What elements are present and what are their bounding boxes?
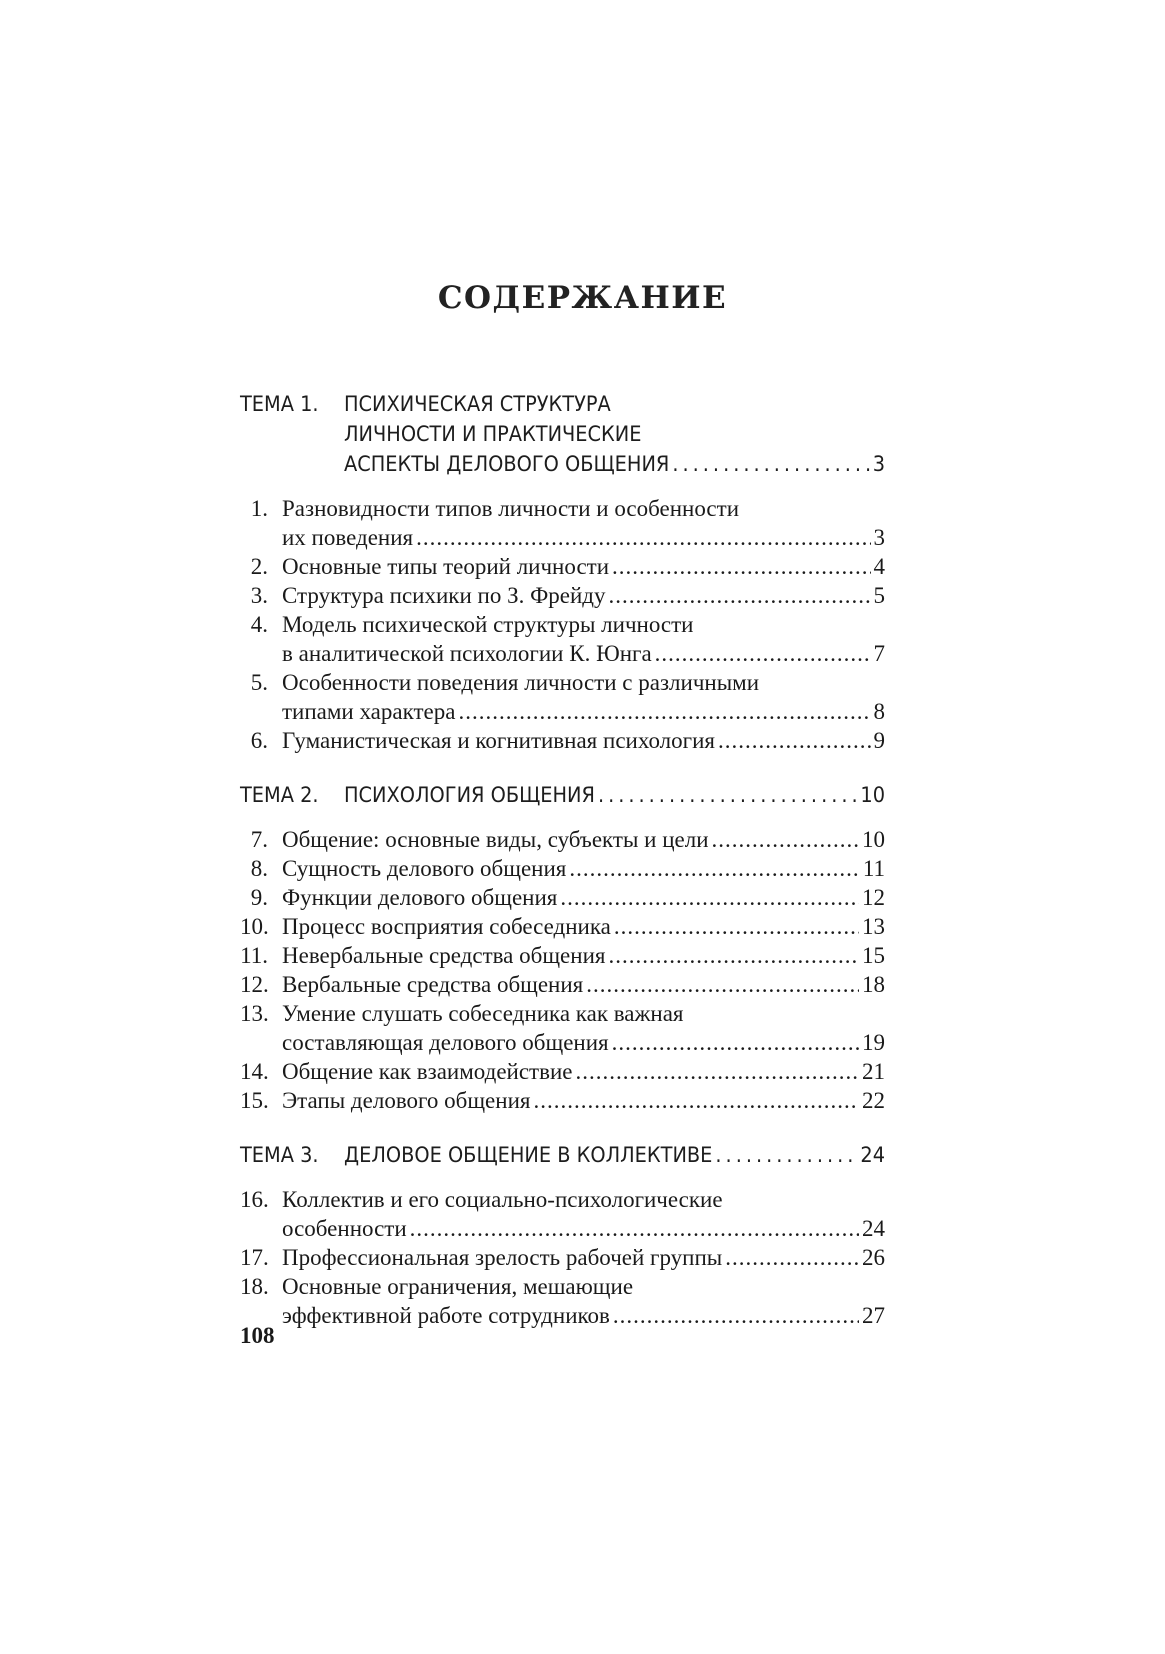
theme-entry-line[interactable] — [344, 781, 885, 811]
item-title-line: Общение: основные виды, субъекты и цели — [282, 827, 709, 852]
dot-leader — [613, 1301, 859, 1330]
item-title-line: особенности — [282, 1216, 407, 1241]
toc-item[interactable] — [240, 1057, 885, 1086]
toc-item[interactable] — [240, 1086, 885, 1115]
theme-entry-line[interactable] — [344, 1141, 885, 1171]
item-title-line: Профессиональная зрелость рабочей группы — [282, 1245, 723, 1270]
toc-item[interactable] — [240, 1272, 885, 1330]
item-page-number: 4 — [873, 554, 885, 579]
item-title-line: в аналитической психологии К. Юнга — [282, 641, 652, 666]
dot-leader — [598, 781, 857, 811]
dot-leader — [569, 854, 859, 883]
item-number: 17. — [240, 1245, 269, 1270]
item-title-line: Коллектив и его социально-психологические — [282, 1187, 723, 1212]
dot-leader — [608, 581, 870, 610]
item-title-line: Сущность делового общения — [282, 856, 567, 881]
item-number: 16. — [240, 1187, 269, 1212]
toc-theme — [240, 781, 885, 811]
theme-label: ТЕМА 2. — [240, 783, 319, 808]
item-title-line: Гуманистическая и когнитивная психология — [282, 728, 715, 753]
item-number: 15. — [240, 1088, 269, 1113]
toc-item[interactable] — [240, 825, 885, 854]
theme-title-line: ПСИХОЛОГИЯ ОБЩЕНИЯ — [344, 783, 595, 808]
dot-leader — [672, 450, 869, 480]
toc-item[interactable] — [240, 854, 885, 883]
dot-leader — [586, 970, 859, 999]
item-page-number: 18 — [862, 972, 885, 997]
toc-items — [240, 494, 885, 755]
toc-item[interactable] — [240, 1243, 885, 1272]
theme-page-number: 3 — [872, 452, 885, 477]
theme-page-number: 10 — [860, 783, 885, 808]
toc-theme — [240, 1141, 885, 1171]
toc-item[interactable] — [240, 552, 885, 581]
item-page-number: 21 — [862, 1059, 885, 1084]
dot-leader — [612, 552, 870, 581]
item-page-number: 3 — [873, 525, 885, 550]
toc-item[interactable] — [240, 912, 885, 941]
table-of-contents — [240, 390, 885, 1356]
dot-leader — [715, 1141, 857, 1171]
item-title-line: Процесс восприятия собеседника — [282, 914, 611, 939]
theme-label: ТЕМА 1. — [240, 392, 319, 417]
toc-item[interactable] — [240, 999, 885, 1057]
dot-leader — [612, 1028, 859, 1057]
toc-item[interactable] — [240, 941, 885, 970]
item-number: 7. — [250, 827, 268, 852]
item-title-line: Особенности поведения личности с различными — [282, 670, 760, 695]
item-page-number: 13 — [862, 914, 885, 939]
item-page-number: 27 — [862, 1303, 885, 1328]
item-number: 5. — [250, 670, 268, 695]
item-title-line: Невербальные средства общения — [282, 943, 606, 968]
item-title-line: Общение как взаимодействие — [282, 1059, 573, 1084]
item-page-number: 24 — [862, 1216, 885, 1241]
item-title-line: Разновидности типов личности и особенности — [282, 496, 740, 521]
dot-leader — [416, 523, 870, 552]
item-title-line: их поведения — [282, 525, 414, 550]
dot-leader — [458, 697, 870, 726]
theme-title-line: АСПЕКТЫ ДЕЛОВОГО ОБЩЕНИЯ — [344, 452, 670, 477]
toc-item[interactable] — [240, 970, 885, 999]
item-title-line: составляющая делового общения — [282, 1030, 609, 1055]
item-number: 10. — [240, 914, 269, 939]
dot-leader — [614, 912, 859, 941]
toc-item[interactable] — [240, 668, 885, 726]
item-number: 8. — [250, 856, 268, 881]
toc-theme — [240, 390, 885, 480]
item-number: 11. — [240, 943, 268, 968]
dot-leader — [725, 1243, 859, 1272]
item-page-number: 19 — [862, 1030, 885, 1055]
toc-item[interactable] — [240, 1185, 885, 1243]
theme-label: ТЕМА 3. — [240, 1143, 319, 1168]
dot-leader — [575, 1057, 859, 1086]
dot-leader — [560, 883, 859, 912]
item-number: 18. — [240, 1274, 269, 1299]
dot-leader — [718, 726, 871, 755]
item-page-number: 15 — [862, 943, 885, 968]
item-page-number: 9 — [873, 728, 885, 753]
item-page-number: 5 — [873, 583, 885, 608]
item-title-line: Основные типы теорий личности — [282, 554, 610, 579]
theme-title-line: ДЕЛОВОЕ ОБЩЕНИЕ В КОЛЛЕКТИВЕ — [344, 1143, 713, 1168]
item-page-number: 7 — [873, 641, 885, 666]
toc-item[interactable] — [240, 581, 885, 610]
item-number: 1. — [250, 496, 268, 521]
toc-items — [240, 1185, 885, 1330]
item-page-number: 11 — [862, 856, 885, 881]
theme-title-line: ПСИХИЧЕСКАЯ СТРУКТУРА — [344, 392, 611, 417]
item-number: 2. — [250, 554, 268, 579]
item-page-number: 10 — [862, 827, 885, 852]
theme-entry-line[interactable] — [344, 450, 885, 480]
item-title-line: Вербальные средства общения — [282, 972, 584, 997]
item-number: 12. — [240, 972, 269, 997]
item-title-line: эффективной работе сотрудников — [282, 1303, 610, 1328]
item-title-line: Этапы делового общения — [282, 1088, 531, 1113]
item-page-number: 8 — [873, 699, 885, 724]
item-number: 6. — [250, 728, 268, 753]
item-title-line: Структура психики по З. Фрейду — [282, 583, 606, 608]
toc-item[interactable] — [240, 610, 885, 668]
item-number: 3. — [250, 583, 268, 608]
toc-item[interactable] — [240, 494, 885, 552]
dot-leader — [410, 1214, 859, 1243]
theme-title-line: ЛИЧНОСТИ И ПРАКТИЧЕСКИЕ — [344, 422, 642, 447]
page-title: СОДЕРЖАНИЕ — [437, 280, 728, 316]
toc-items — [240, 825, 885, 1115]
item-number: 4. — [250, 612, 268, 637]
item-number: 14. — [240, 1059, 269, 1084]
item-page-number: 22 — [862, 1088, 885, 1113]
item-title-line: Основные ограничения, мешающие — [282, 1274, 634, 1299]
dot-leader — [533, 1086, 859, 1115]
item-title-line: типами характера — [282, 699, 456, 724]
item-number: 9. — [250, 885, 268, 910]
dot-leader — [712, 825, 859, 854]
theme-page-number: 24 — [860, 1143, 885, 1168]
item-title-line: Модель психической структуры личности — [282, 612, 694, 637]
dot-leader — [655, 639, 871, 668]
item-title-line: Функции делового общения — [282, 885, 558, 910]
item-number: 13. — [240, 1001, 269, 1026]
dot-leader — [608, 941, 859, 970]
item-title-line: Умение слушать собеседника как важная — [282, 1001, 684, 1026]
item-page-number: 26 — [862, 1245, 885, 1270]
page-number: 108 — [240, 1323, 275, 1348]
toc-item[interactable] — [240, 883, 885, 912]
toc-item[interactable] — [240, 726, 885, 755]
item-page-number: 12 — [862, 885, 885, 910]
